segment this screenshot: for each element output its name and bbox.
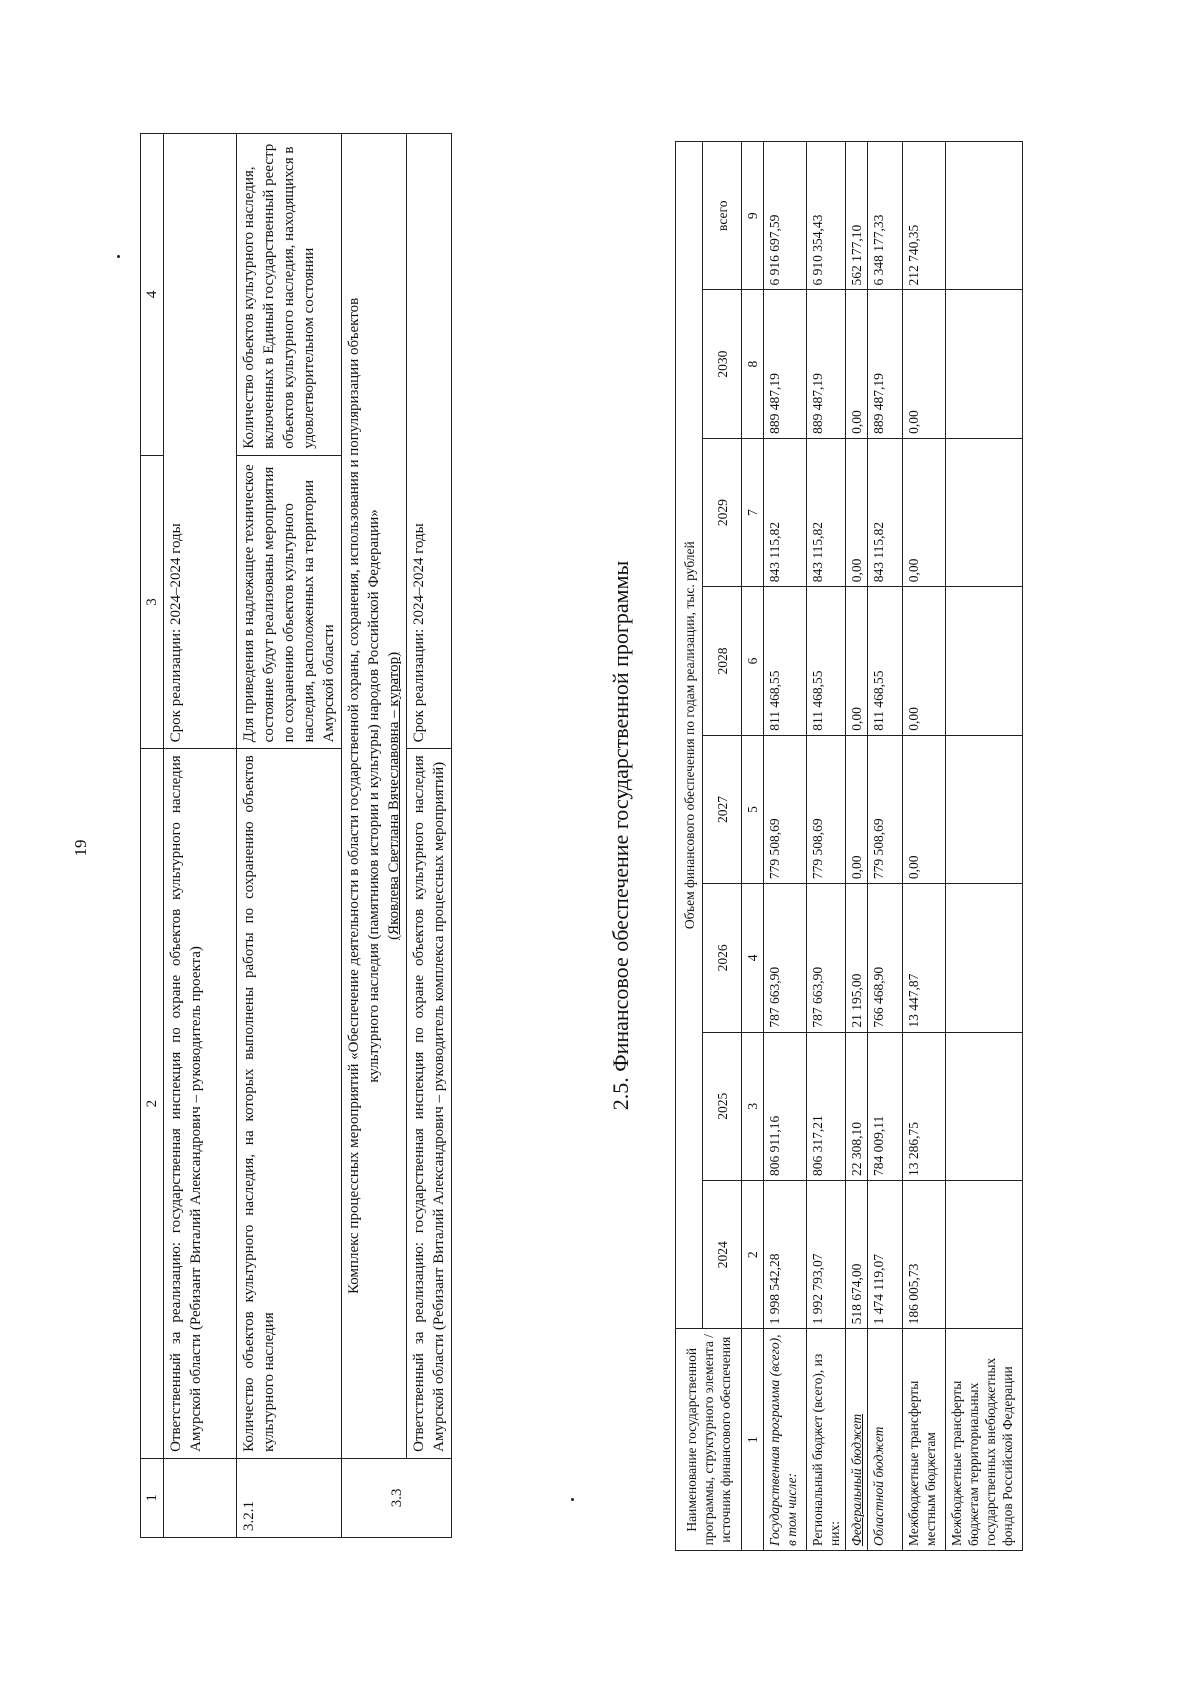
column-number: 9 (742, 142, 764, 290)
column-number: 2 (742, 1180, 764, 1328)
value-cell: 0,00 (903, 587, 946, 735)
task-text: Количество объектов культурного наследия, на которых выполнены работы по сохранению объектов культурного наследия (237, 749, 342, 1459)
value-cell: 784 009,11 (868, 1032, 903, 1180)
row-label: Областной бюджет (868, 1329, 903, 1551)
column-number: 4 (141, 134, 164, 456)
value-cell (946, 587, 1023, 735)
value-cell: 518 674,00 (846, 1180, 868, 1328)
value-cell: 22 308,10 (846, 1032, 868, 1180)
value-cell: 0,00 (846, 735, 868, 883)
value-cell (946, 1180, 1023, 1328)
column-number: 4 (742, 884, 764, 1032)
year-header: 2024 (703, 1180, 742, 1328)
value-cell: 0,00 (903, 438, 946, 586)
table-row (764, 142, 807, 1551)
value-cell: 889 487,19 (764, 290, 807, 438)
year-header: 2028 (703, 587, 742, 735)
column-number: 5 (742, 735, 764, 883)
column-number: 2 (141, 749, 164, 1459)
result-text: Для приведения в надлежащее техническое состояние будут реализованы мероприятия по сохранению объектов культурного наследия, расположенных на территории Амурской области (237, 455, 342, 749)
term-text: Срок реализации: 2024–2024 годы (407, 134, 452, 749)
table-row (342, 134, 407, 1538)
value-cell: 811 468,55 (807, 587, 846, 735)
value-cell: 0,00 (903, 735, 946, 883)
value-cell: 806 317,21 (807, 1032, 846, 1180)
value-cell (946, 142, 1023, 290)
section-title: 2.5. Финансовое обеспечение государственной программы (608, 560, 633, 1111)
value-cell: 843 115,82 (868, 438, 903, 586)
volume-header: Объем финансового обеспечения по годам реализации, тыс. рублей (676, 142, 703, 1329)
row-label: Межбюджетные трансферты бюджетам территориальных государственных внебюджетных фондов Российской Федерации (946, 1329, 1023, 1551)
year-header: 2026 (703, 884, 742, 1032)
table-row (807, 142, 846, 1551)
name-header: Наименование государственной программы, структурного элемента / источник финансового обеспечения (676, 1329, 742, 1551)
value-cell: 0,00 (846, 438, 868, 586)
value-cell: 13 286,75 (903, 1032, 946, 1180)
complex-title (342, 134, 407, 1459)
value-cell (946, 1032, 1023, 1180)
value-cell: 0,00 (903, 290, 946, 438)
responsible-text: Ответственный за реализацию: государственная инспекция по охране объектов культурного наследия Амурской области (Ребизант Виталий Александрович – руководитель комплекса процессных мероприятий) (407, 749, 452, 1459)
row-number: 3.3 (342, 1458, 452, 1537)
value-cell (946, 290, 1023, 438)
column-number: 3 (141, 455, 164, 749)
complex-title-line: Комплекс процессных мероприятий «Обеспечение деятельности в области государственной охраны, сохранения, использования и популяризации объектов (346, 297, 362, 1295)
value-cell (946, 438, 1023, 586)
column-number: 7 (742, 438, 764, 586)
financing-table (675, 141, 1023, 1551)
value-cell: 0,00 (846, 587, 868, 735)
table-row (868, 142, 903, 1551)
row-label: Межбюджетные трансферты местным бюджетам (903, 1329, 946, 1551)
row-label: Региональный бюджет (всего), из них: (807, 1329, 846, 1551)
table-row (164, 134, 237, 1538)
page-number: 19 (71, 839, 90, 857)
column-number: 1 (141, 1458, 164, 1537)
term-text: Срок реализации: 2024–2024 годы (164, 134, 237, 749)
value-cell: 779 508,69 (868, 735, 903, 883)
complex-title-line: культурного наследия (памятников истории и культуры) народов Российской Федерации» (366, 509, 382, 1083)
table-header-row (676, 142, 703, 1551)
value-cell: 779 508,69 (764, 735, 807, 883)
table-row (903, 142, 946, 1551)
value-cell: 766 468,90 (868, 884, 903, 1032)
table-header-row (141, 134, 164, 1538)
value-cell: 843 115,82 (764, 438, 807, 586)
value-cell: 889 487,19 (807, 290, 846, 438)
value-cell (946, 884, 1023, 1032)
table-row (237, 134, 342, 1538)
column-numbers-row (742, 142, 764, 1551)
column-number: 1 (742, 1329, 764, 1551)
value-cell: 811 468,55 (868, 587, 903, 735)
value-cell: 889 487,19 (868, 290, 903, 438)
value-cell: 1 998 542,28 (764, 1180, 807, 1328)
year-header: 2030 (703, 290, 742, 438)
value-cell: 1 474 119,07 (868, 1180, 903, 1328)
value-cell: 562 177,10 (846, 142, 868, 290)
row-label: Государственная программа (всего), в том числе: (764, 1329, 807, 1551)
table-row (946, 142, 1023, 1551)
value-cell: 0,00 (846, 290, 868, 438)
column-number: 6 (742, 587, 764, 735)
year-header: 2027 (703, 735, 742, 883)
value-cell: 6 910 354,43 (807, 142, 846, 290)
row-label: Федеральный бюджет (846, 1329, 868, 1551)
column-number: 8 (742, 290, 764, 438)
value-cell: 787 663,90 (764, 884, 807, 1032)
value-cell (946, 735, 1023, 883)
value-cell: 186 005,73 (903, 1180, 946, 1328)
column-number: 3 (742, 1032, 764, 1180)
total-header: всего (703, 142, 742, 290)
value-cell: 787 663,90 (807, 884, 846, 1032)
indicator-text: Количество объектов культурного наследия, включенных в Единый государственный реестр объектов культурного наследия, находящихся в удовлетворительном состоянии (237, 134, 342, 456)
responsible-text: Ответственный за реализацию: государственная инспекция по охране объектов культурного наследия Амурской области (Ребизант Виталий Александрович – руководитель проекта) (164, 749, 237, 1459)
value-cell: 843 115,82 (807, 438, 846, 586)
activities-table (140, 133, 452, 1538)
value-cell: 13 447,87 (903, 884, 946, 1032)
value-cell: 6 348 177,33 (868, 142, 903, 290)
value-cell: 21 195,00 (846, 884, 868, 1032)
row-number: 3.2.1 (237, 1458, 342, 1537)
value-cell: 806 911,16 (764, 1032, 807, 1180)
table-row (407, 134, 452, 1538)
value-cell: 6 916 697,59 (764, 142, 807, 290)
empty-cell (164, 1458, 237, 1537)
year-header: 2029 (703, 438, 742, 586)
value-cell: 212 740,35 (903, 142, 946, 290)
value-cell: 811 468,55 (764, 587, 807, 735)
table-row (846, 142, 868, 1551)
curator-line: (Яковлева Светлана Вячеславовна – куратор) (386, 651, 402, 940)
value-cell: 779 508,69 (807, 735, 846, 883)
year-header: 2025 (703, 1032, 742, 1180)
value-cell: 1 992 793,07 (807, 1180, 846, 1328)
